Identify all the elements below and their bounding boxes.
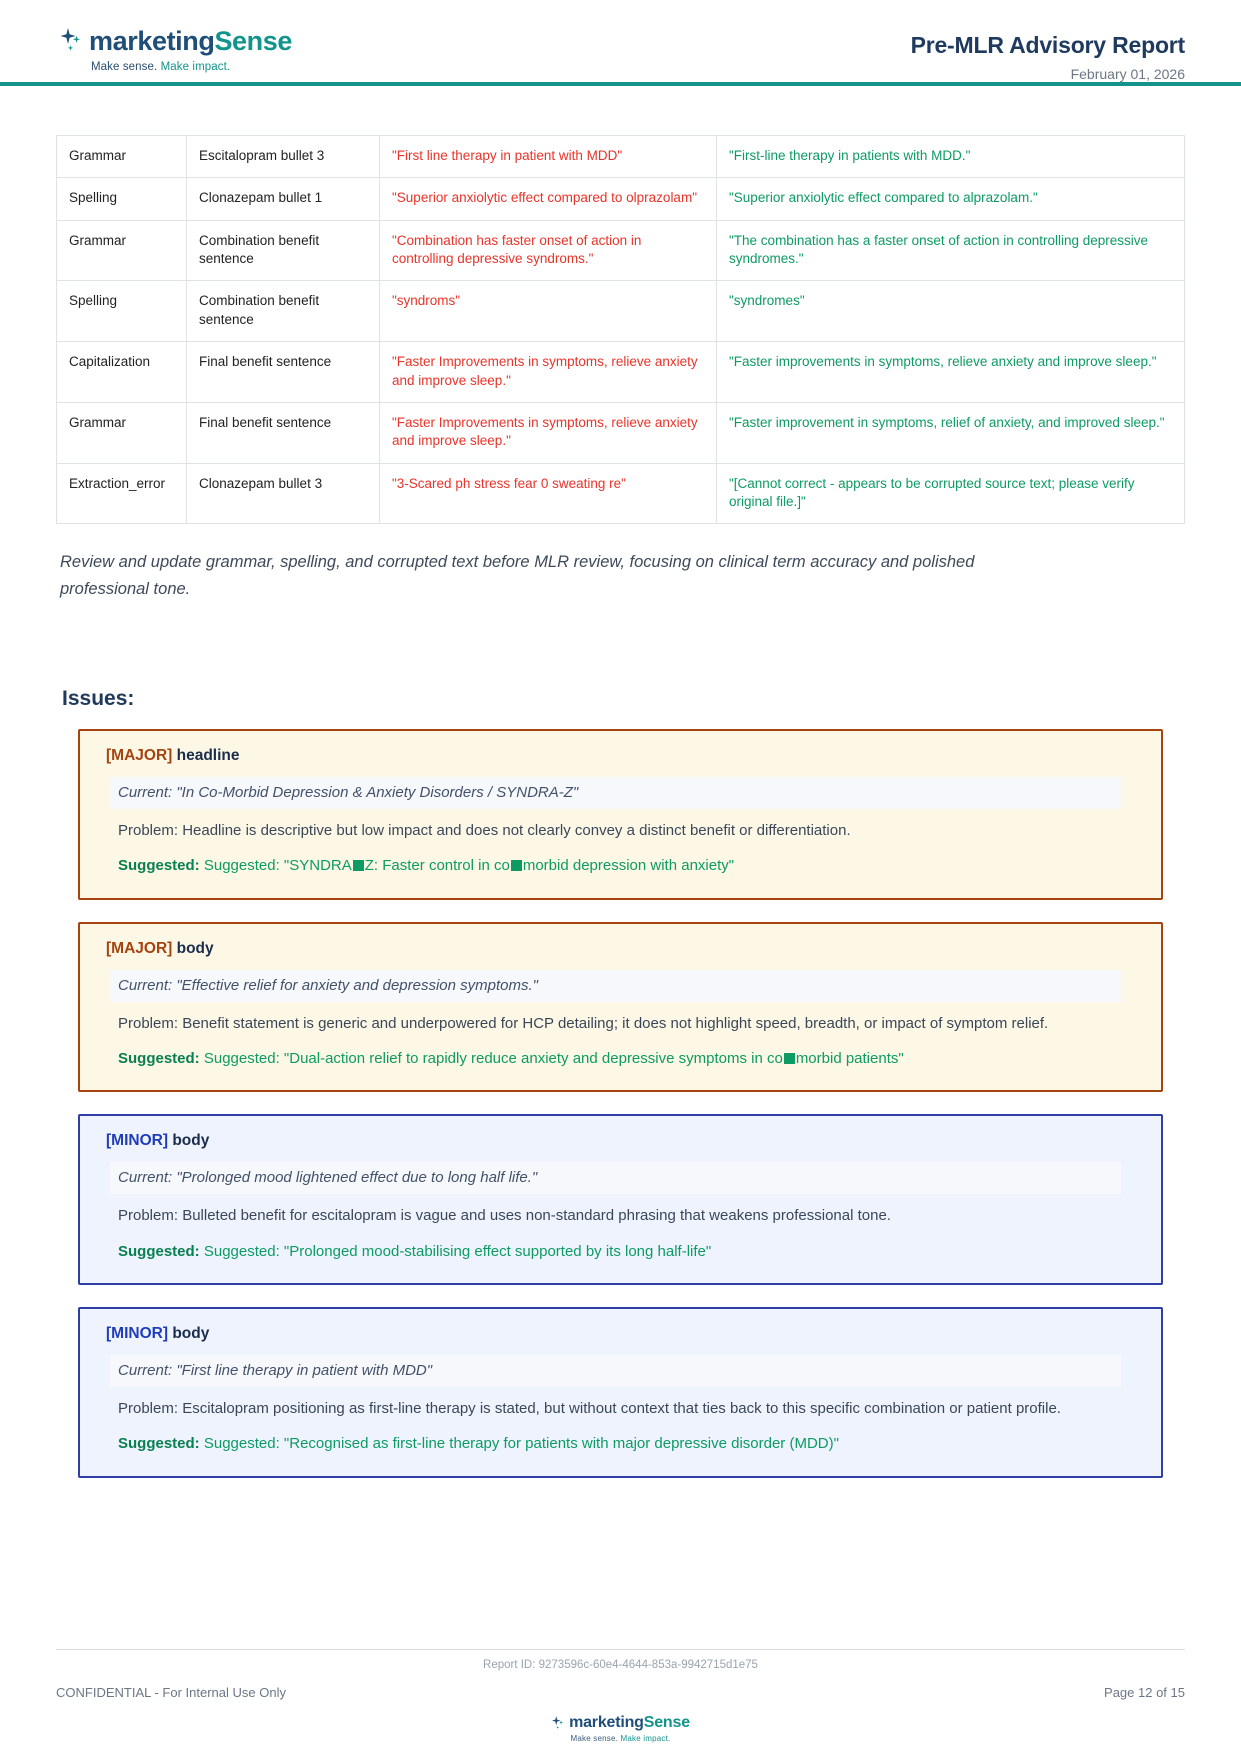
cell-type: Spelling xyxy=(57,178,187,220)
suggested-part1: Suggested: "SYNDRA xyxy=(199,857,352,874)
corrections-table-body xyxy=(57,136,1185,524)
brand-wordmark-part2: Sense xyxy=(214,25,293,56)
table-row xyxy=(57,178,1185,220)
issue-header xyxy=(102,940,1139,958)
cell-type: Grammar xyxy=(57,136,187,178)
footer-brand-logo xyxy=(56,1714,1185,1743)
footer-wordmark-part2: Sense xyxy=(643,1714,690,1731)
cell-before: "Faster Improvements in symptoms, relieve anxiety and improve sleep." xyxy=(380,402,717,463)
issue-current-text: Current: "First line therapy in patient with MDD" xyxy=(110,1355,1121,1387)
cell-type: Grammar xyxy=(57,402,187,463)
footer-brand-tagline xyxy=(571,1734,671,1743)
issue-card xyxy=(78,922,1163,1093)
sparkle-icon xyxy=(59,26,85,56)
cell-type: Extraction_error xyxy=(57,463,187,524)
cell-type: Grammar xyxy=(57,220,187,281)
brand-tagline xyxy=(91,61,230,73)
cell-after: "Faster improvement in symptoms, relief of anxiety, and improved sleep." xyxy=(717,402,1185,463)
issue-header xyxy=(102,1325,1139,1343)
summary-note: Review and update grammar, spelling, and corrupted text before MLR review, focusing on clinical term accuracy and polished professional tone. xyxy=(60,553,975,599)
suggested-part2: morbid patients" xyxy=(795,1049,904,1067)
issue-problem-text: Problem: Headline is descriptive but low impact and does not clearly convey a distinct benefit or differentiation. xyxy=(118,821,851,839)
suggested-part3: morbid depression with anxiety" xyxy=(522,857,735,874)
cell-after: "[Cannot correct - appears to be corrupted source text; please verify original file.]" xyxy=(717,463,1185,524)
issue-card xyxy=(78,1114,1163,1285)
footer-divider xyxy=(56,1649,1185,1650)
page-number: Page 12 of 15 xyxy=(1104,1685,1185,1700)
brand-wordmark-part1: marketing xyxy=(89,25,215,56)
report-date: February 01, 2026 xyxy=(1070,66,1185,82)
brand-wordmark xyxy=(89,25,293,56)
header-divider xyxy=(0,82,1241,86)
page-title: Pre-MLR Advisory Report xyxy=(910,32,1185,58)
table-row xyxy=(57,463,1185,524)
issue-problem-text: Problem: Benefit statement is generic and underpowered for HCP detailing; it does not highlight speed, breadth, or impact of symptom relief. xyxy=(118,1014,1049,1032)
cell-after: "Superior anxiolytic effect compared to alprazolam." xyxy=(717,178,1185,220)
suggested-part2: Z: Faster control in co xyxy=(364,857,510,874)
cell-type: Capitalization xyxy=(57,342,187,403)
report-id: Report ID: 9273596c-60e4-4644-853a-9942715d1e75 xyxy=(483,1659,758,1671)
cell-before: "Superior anxiolytic effect compared to olprazolam" xyxy=(380,178,717,220)
brand-tagline-part1: Make sense. xyxy=(91,61,158,73)
confidential-notice: CONFIDENTIAL - For Internal Use Only xyxy=(56,1685,286,1700)
issue-category: body xyxy=(172,1325,210,1342)
table-row xyxy=(57,402,1185,463)
issue-category: body xyxy=(176,939,214,957)
severity-badge: [MINOR] xyxy=(106,1325,168,1342)
document-content xyxy=(0,135,1241,1478)
suggested-label: Suggested: xyxy=(118,1242,200,1260)
issue-current-text: Current: "Effective relief for anxiety and depression symptoms." xyxy=(110,970,1121,1002)
cell-location: Final benefit sentence xyxy=(187,342,380,403)
cell-type: Spelling xyxy=(57,281,187,342)
sparkle-icon xyxy=(551,1715,566,1732)
issues-section-title: Issues: xyxy=(62,686,135,710)
page-footer xyxy=(0,1649,1241,1755)
cell-before: "Faster Improvements in symptoms, relieve anxiety and improve sleep." xyxy=(380,342,717,403)
cell-location: Clonazepam bullet 3 xyxy=(187,463,380,524)
suggested-part1: Suggested: "Dual-action relief to rapidly reduce anxiety and depressive symptoms in co xyxy=(199,1049,783,1067)
cell-location: Escitalopram bullet 3 xyxy=(187,136,380,178)
cell-location: Combination benefit sentence xyxy=(187,281,380,342)
suggested-label: Suggested: xyxy=(118,1049,200,1067)
missing-glyph-icon xyxy=(784,1053,795,1064)
footer-brand-wordmark xyxy=(569,1714,690,1732)
footer-tagline-part2: Make impact. xyxy=(620,1734,671,1743)
severity-badge: [MAJOR] xyxy=(106,746,173,764)
header-title-block xyxy=(911,26,1185,82)
cell-after: "First-line therapy in patients with MDD." xyxy=(717,136,1185,178)
issue-card xyxy=(78,1307,1163,1478)
issue-card xyxy=(78,729,1163,900)
issue-suggested-text xyxy=(102,855,1139,878)
issue-header xyxy=(102,1132,1139,1150)
cell-after: "Faster improvements in symptoms, relieve anxiety and improve sleep." xyxy=(717,342,1185,403)
missing-glyph-icon xyxy=(353,860,364,871)
severity-badge: [MINOR] xyxy=(106,1132,168,1150)
suggested-part1: Suggested: "Prolonged mood-stabilising effect supported by its long half-life" xyxy=(199,1242,712,1260)
issue-suggested-text xyxy=(102,1433,1139,1456)
suggested-label: Suggested: xyxy=(118,857,200,874)
cell-location: Clonazepam bullet 1 xyxy=(187,178,380,220)
corrections-table xyxy=(56,135,1185,524)
table-row xyxy=(57,281,1185,342)
cell-before: "First line therapy in patient with MDD" xyxy=(380,136,717,178)
issue-problem-text: Problem: Escitalopram positioning as first-line therapy is stated, but without context that ties back to this specific combination or patient profile. xyxy=(118,1400,1061,1417)
severity-badge: [MAJOR] xyxy=(106,939,173,957)
issue-category: body xyxy=(172,1132,210,1150)
cell-location: Final benefit sentence xyxy=(187,402,380,463)
issue-category: headline xyxy=(176,746,240,764)
suggested-label: Suggested: xyxy=(118,1435,200,1453)
issue-problem-text: Problem: Bulleted benefit for escitalopram is vague and uses non-standard phrasing that weakens professional tone. xyxy=(118,1207,891,1225)
cell-before: "3-Scared ph stress fear 0 sweating re" xyxy=(380,463,717,524)
table-row xyxy=(57,342,1185,403)
brand-logo xyxy=(56,26,292,73)
missing-glyph-icon xyxy=(511,860,522,871)
issue-header xyxy=(102,747,1139,765)
suggested-part1: Suggested: "Recognised as first-line therapy for patients with major depressive disorder (MDD)" xyxy=(199,1435,839,1453)
cell-after: "syndromes" xyxy=(717,281,1185,342)
issue-current-text: Current: "In Co-Morbid Depression & Anxiety Disorders / SYNDRA-Z" xyxy=(110,777,1121,809)
issue-current-text: Current: "Prolonged mood lightened effect due to long half life." xyxy=(110,1162,1121,1194)
cell-before: "syndroms" xyxy=(380,281,717,342)
table-row xyxy=(57,136,1185,178)
issue-suggested-text xyxy=(102,1048,1139,1071)
cell-before: "Combination has faster onset of action in controlling depressive syndroms." xyxy=(380,220,717,281)
page-header xyxy=(0,0,1241,98)
footer-wordmark-part1: marketing xyxy=(569,1714,644,1731)
footer-tagline-part1: Make sense. xyxy=(570,1734,619,1743)
brand-tagline-part2: Make impact. xyxy=(160,61,231,73)
table-row xyxy=(57,220,1185,281)
cell-after: "The combination has a faster onset of action in controlling depressive syndromes." xyxy=(717,220,1185,281)
issue-suggested-text xyxy=(102,1241,1139,1264)
cell-location: Combination benefit sentence xyxy=(187,220,380,281)
